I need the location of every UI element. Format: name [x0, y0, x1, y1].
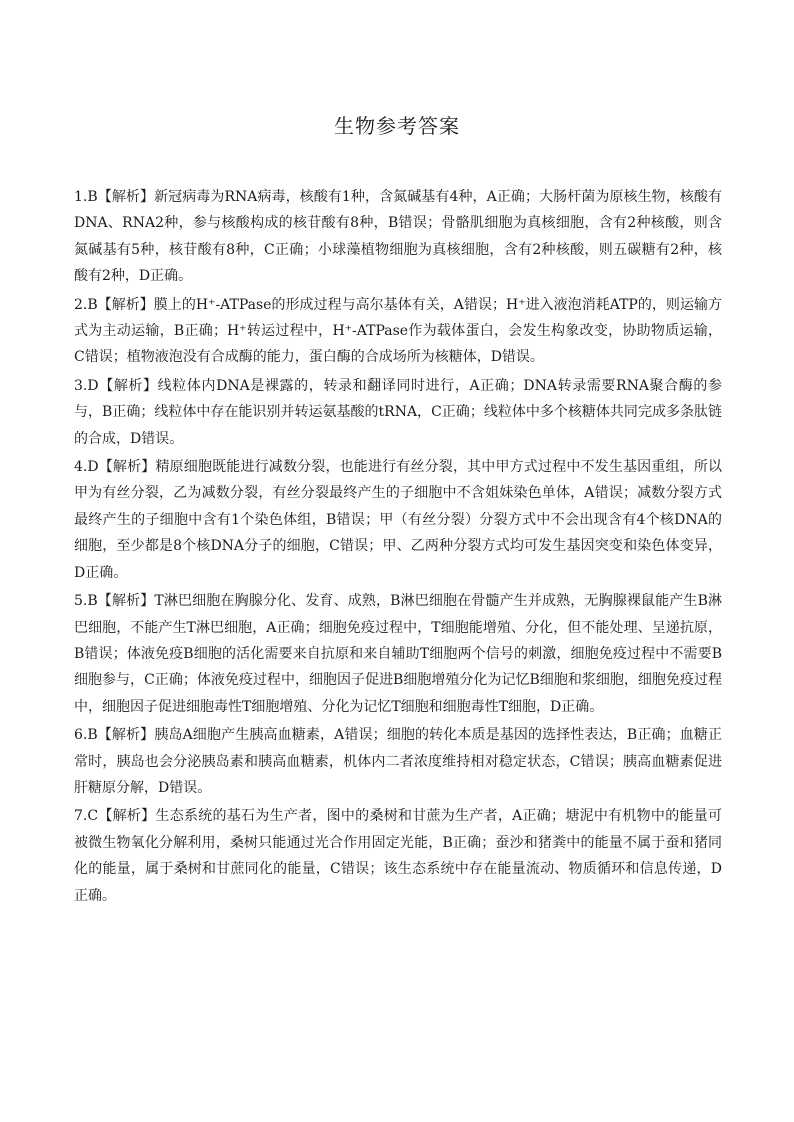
answer-text: 精原细胞既能进行减数分裂，也能进行有丝分裂，其中甲方式过程中不发生基因重组，所以甲为有丝分裂，乙为减数分裂，有丝分裂最终产生的子细胞中不含姐妹染色单体，A错误；减数分裂方式最终产生的子细胞中含有1个染色体组，B错误；甲（有丝分裂）分裂方式中不会出现含有4个核DNA的细胞，至少都是8个核DNA分子的细胞，C错误；甲、乙两种分裂方式均可发生基因突变和染色体变异，D正确。 [74, 459, 722, 581]
answer-number: 2.B [74, 296, 98, 313]
answer-number: 6.B [74, 727, 98, 744]
analysis-tag: 【解析】 [97, 189, 155, 205]
analysis-tag: 【解析】 [97, 727, 155, 744]
answer-list [74, 184, 722, 911]
answer-number: 7.C [74, 808, 99, 825]
analysis-tag: 【解析】 [98, 377, 158, 394]
answer-item-5 [74, 588, 722, 720]
analysis-tag: 【解析】 [98, 459, 156, 476]
answer-number: 4.D [74, 459, 99, 476]
answer-item-6 [74, 722, 722, 801]
answer-text: T淋巴细胞在胸腺分化、发育、成熟，B淋巴细胞在骨髓产生并成熟，无胸腺裸鼠能产生B淋巴细胞，不能产生T淋巴细胞，A正确；细胞免疫过程中，T细胞能增殖、分化，但不能处理、呈递抗原，B错误；体液免疫B细胞的活化需要来自抗原和来自辅助T细胞两个信号的刺激，细胞免疫过程中不需要B细胞参与，C正确；体液免疫过程中，细胞因子促进B细胞增殖分化为记忆B细胞和浆细胞，细胞免疫过程中，细胞因子促进细胞毒性T细胞增殖、分化为记忆T细胞和细胞毒性T细胞，D正确。 [74, 593, 722, 715]
answer-number: 5.B [74, 593, 98, 610]
answer-number: 1.B [74, 189, 98, 205]
answer-text: 胰岛A细胞产生胰高血糖素，A错误；细胞的转化本质是基因的选择性表达，B正确；血糖正常时，胰岛也会分泌胰岛素和胰高血糖素，机体内二者浓度维持相对稳定状态，C错误；胰高血糖素促进肝糖原分解，D错误。 [74, 727, 722, 796]
analysis-tag: 【解析】 [97, 593, 155, 610]
analysis-tag: 【解析】 [98, 808, 156, 825]
answer-item-3 [74, 373, 722, 452]
answer-item-1 [74, 184, 722, 290]
answer-text: 生态系统的基石为生产者，图中的桑树和甘蔗为生产者，A正确；塘泥中有机物中的能量可被微生物氧化分解利用，桑树只能通过光合作用固定光能，B正确；蚕沙和猪粪中的能量不属于蚕和猪同化的能量，属于桑树和甘蔗同化的能量，C错误；该生态系统中存在能量流动、物质循环和信息传递，D正确。 [74, 808, 722, 904]
answer-item-7 [74, 803, 722, 909]
answer-text: 膜上的H⁺-ATPase的形成过程与高尔基体有关，A错误；H⁺进入液泡消耗ATP的，则运输方式为主动运输，B正确；H⁺转运过程中，H⁺-ATPase作为载体蛋白，会发生构象改变，协助物质运输，C错误；植物液泡没有合成酶的能力，蛋白酶的合成场所为核糖体，D错误。 [74, 296, 722, 366]
answer-item-2 [74, 292, 722, 371]
answer-number: 3.D [74, 377, 99, 394]
analysis-tag: 【解析】 [97, 296, 154, 313]
page-title: 生物参考答案 [334, 114, 460, 138]
answer-text: 线粒体内DNA是裸露的，转录和翻译同时进行，A正确；DNA转录需要RNA聚合酶的参与，B正确；线粒体中存在能识别并转运氨基酸的tRNA，C正确；线粒体中多个核糖体共同完成多条肽链的合成，D错误。 [74, 377, 722, 447]
answer-item-4 [74, 454, 722, 586]
answer-text: 新冠病毒为RNA病毒，核酸有1种，含氮碱基有4种，A正确；大肠杆菌为原核生物，核酸有DNA、RNA2种，参与核酸构成的核苷酸有8种，B错误；骨骼肌细胞为真核细胞，含有2种核酸，则含氮碱基有5种，核苷酸有8种，C正确；小球藻植物细胞为真核细胞，含有2种核酸，则五碳糖有2种，核酸有2种，D正确。 [74, 189, 723, 285]
